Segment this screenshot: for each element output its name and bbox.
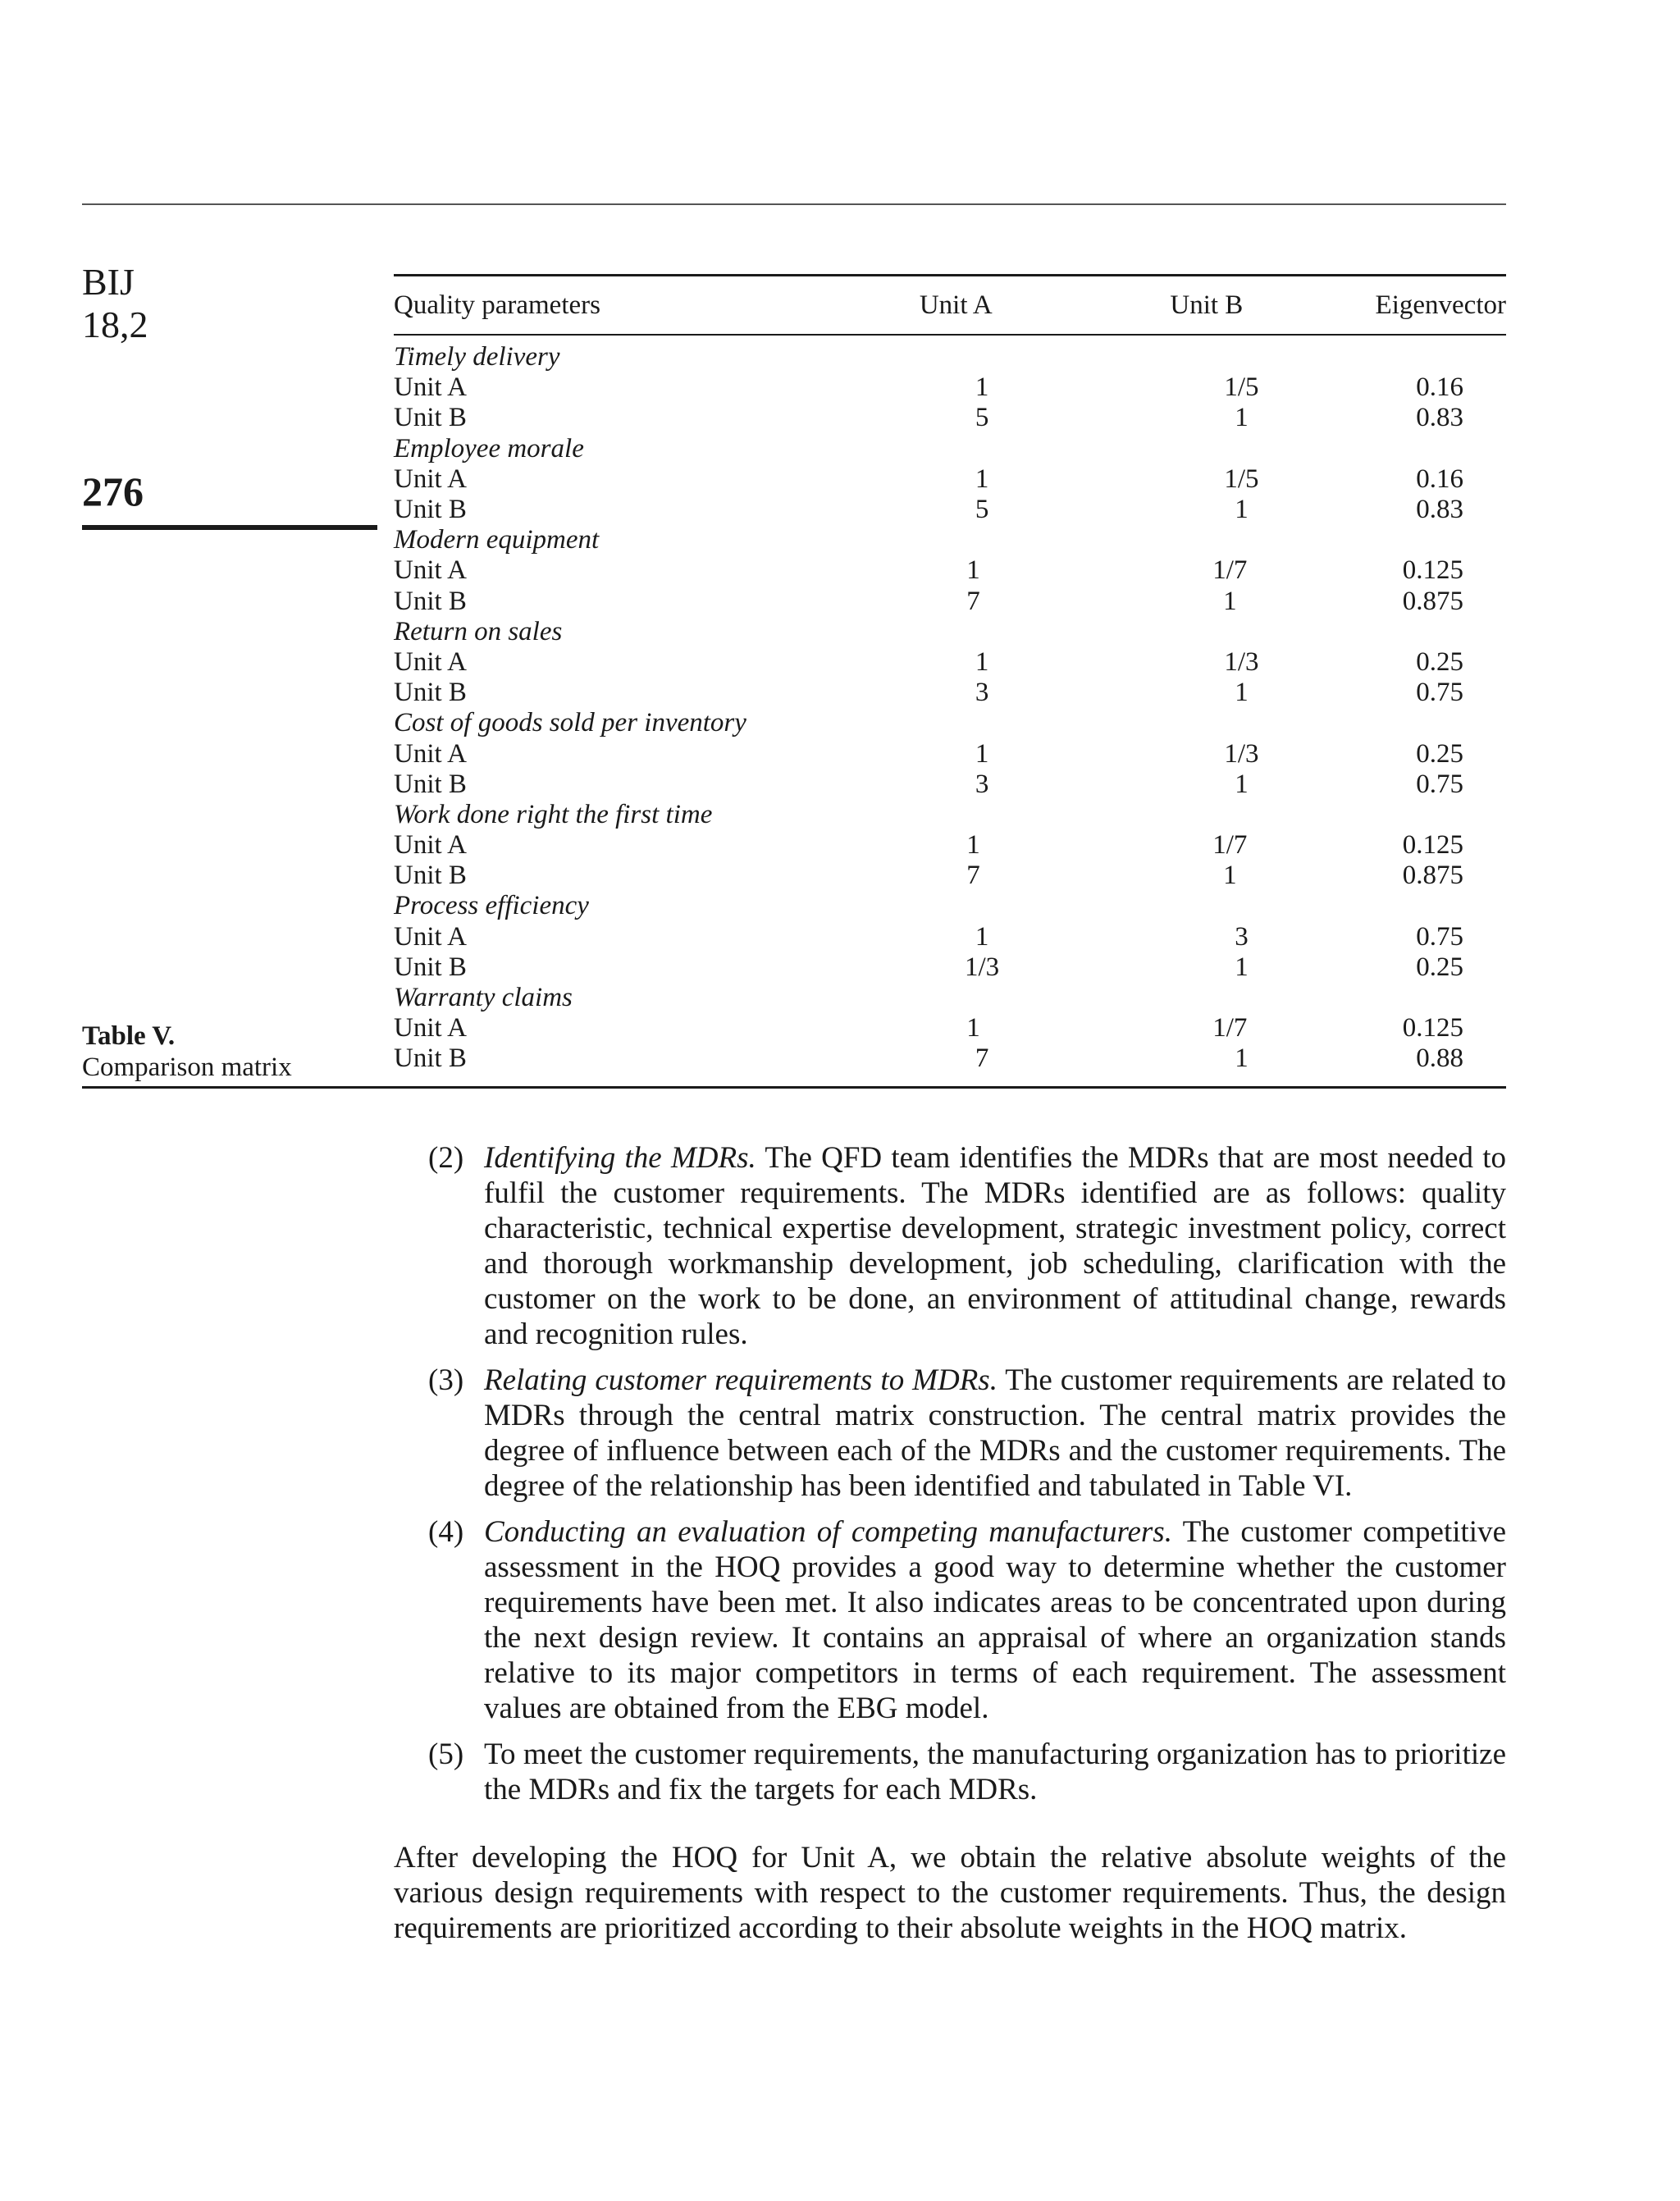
group-heading: Timely delivery [394,342,560,372]
table-cell: 1 [975,463,989,494]
table-cell: 0.16 [1416,463,1463,494]
table-row [394,1013,1506,1043]
table-cell: 0.125 [1402,1013,1463,1043]
list-item-lead: Identifying the MDRs. [484,1141,756,1175]
group-heading: Modern equipment [394,525,600,555]
table-cell: 3 [975,678,989,708]
table-cell: 7 [966,861,980,891]
table-cell: 0.83 [1416,495,1463,525]
table-cell: Unit B [394,769,467,799]
table-row [394,372,1506,403]
table-cell: 1 [1223,586,1237,616]
page-number-rule [82,525,377,530]
list-item-number: (4) [428,1515,464,1549]
table-cell: 1 [1235,678,1249,708]
body-text [394,1140,1506,1946]
journal-info [82,261,148,346]
list-item-text [484,1514,1506,1726]
group-heading: Warranty claims [394,983,573,1013]
table-cell: 1/7 [1212,830,1248,861]
table-cell: 1/3 [1224,646,1259,677]
group-heading: Employee morale [394,433,584,463]
table-cell: 0.25 [1416,646,1463,677]
table-cell: 0.16 [1416,372,1463,403]
table-cell: 1 [975,738,989,769]
list-item [394,1737,1506,1807]
group-heading: Work done right the first time [394,799,713,829]
list-item-text [484,1737,1506,1807]
table-cell: 7 [975,1043,989,1074]
group-heading: Cost of goods sold per inventory [394,708,746,738]
table-cell: Unit B [394,678,467,708]
table-cell: 1/3 [1224,738,1259,769]
table-cell: 1 [966,830,980,861]
table-cell: Unit A [394,555,467,586]
table-row [394,922,1506,952]
table-cell: 1 [1235,1043,1249,1074]
list-item-body: To meet the customer requirements, the manufacturing organization has to prioritize the MDRs and fix the targets for each MDRs. [484,1738,1506,1806]
table-row [394,952,1506,983]
table-cell: Unit B [394,1043,467,1074]
table-cell: Unit A [394,738,467,769]
table-row [394,555,1506,586]
table-cell: 1/5 [1224,372,1259,403]
table-cell: 3 [975,769,989,799]
table-cell: 1 [975,646,989,677]
group-heading: Return on sales [394,616,563,646]
table-cell: 5 [975,403,989,433]
column-header: Unit B [1170,290,1244,320]
table-row [394,647,1506,678]
numbered-list [394,1140,1506,1807]
list-item-lead: Relating customer requirements to MDRs. [484,1363,998,1397]
top-rule [82,203,1506,205]
table-cell: 0.125 [1402,555,1463,586]
table-row [394,738,1506,769]
column-header: Unit A [919,290,993,320]
list-item-lead: Conducting an evaluation of competing manufacturers. [484,1515,1172,1549]
table-cell: Unit A [394,646,467,677]
table-cell: Unit A [394,1013,467,1043]
table-cell: 0.25 [1416,738,1463,769]
table-cell: 0.25 [1416,952,1463,982]
table-cell: 1 [975,921,989,952]
table-row [394,403,1506,433]
list-item-number: (3) [428,1363,464,1397]
table-cell: 5 [975,495,989,525]
table-cell: Unit A [394,372,467,403]
list-item [394,1514,1506,1726]
table-cell: 1 [966,1013,980,1043]
list-item [394,1363,1506,1504]
table-title: Comparison matrix [82,1053,292,1082]
table-header [394,276,1506,334]
list-item-number: (5) [428,1738,464,1771]
table-cell: Unit B [394,403,467,433]
table-row [394,769,1506,800]
table-row [394,1043,1506,1074]
table-cell: Unit B [394,586,467,616]
table-bottom-rule [82,1086,1506,1089]
table-cell: 1/3 [964,952,1000,982]
table-cell: 0.83 [1416,403,1463,433]
table-cell: 1/7 [1212,555,1248,586]
table-cell: Unit A [394,921,467,952]
table-cell: Unit A [394,830,467,861]
journal-volume: 18,2 [82,304,148,345]
list-item-body: The customer competitive assessment in the HOQ provides a good way to determine whether the customer requirements have been met. It also indicates areas to be concentrated upon during the next design review. It contains an appraisal of where an organization stands relative to its major competitors in terms of each requirement. The assessment values are obtained from the EBG model. [484,1515,1506,1725]
table-row [394,495,1506,525]
table-row [394,861,1506,891]
page-number: 276 [82,468,144,514]
table-cell: 1/7 [1212,1013,1248,1043]
table-row [394,830,1506,861]
table-row [394,678,1506,708]
table-cell: Unit B [394,861,467,891]
list-item-text [484,1363,1506,1504]
table-row [394,464,1506,495]
journal-name: BIJ [82,261,135,303]
table-cell: 1 [1235,403,1249,433]
table-cell: 1 [1235,769,1249,799]
table-row [394,587,1506,617]
table-body [394,336,1506,1075]
table-cell: 0.75 [1416,921,1463,952]
list-item-body: The customer requirements are related to MDRs through the central matrix construction. The central matrix provides the degree of influence between each of the MDRs and the customer requirements. The degree of the relationship has been identified and tabulated in Table VI. [484,1363,1506,1503]
table-cell: 1 [1223,861,1237,891]
table-cell: 1 [1235,952,1249,982]
table-cell: Unit B [394,952,467,982]
column-header: Eigenvector [1375,290,1506,320]
list-item-text [484,1140,1506,1352]
table-cell: 3 [1235,921,1249,952]
table-cell: Unit B [394,495,467,525]
group-heading: Process efficiency [394,891,589,921]
table-cell: 0.75 [1416,769,1463,799]
table-caption [82,1021,292,1083]
table-cell: 1 [1235,495,1249,525]
table-number: Table V. [82,1021,176,1051]
table-cell: 7 [966,586,980,616]
list-item-body: The QFD team identifies the MDRs that are most needed to fulfil the customer requirements. The MDRs identified are as follows: quality characteristic, technical expertise development, strategic investment policy, correct and thorough workmanship development, job scheduling, clarification with the customer on the work to be done, an environment of attitudinal change, rewards and recognition rules. [484,1141,1507,1351]
comparison-table [394,274,1506,1089]
table-cell: 0.875 [1402,586,1463,616]
table-cell: 0.875 [1402,861,1463,891]
table-cell: 1 [966,555,980,586]
table-cell: 0.88 [1416,1043,1463,1074]
list-item [394,1140,1506,1352]
column-header: Quality parameters [394,290,600,320]
table-cell: 0.75 [1416,678,1463,708]
table-cell: 0.125 [1402,830,1463,861]
list-item-number: (2) [428,1141,464,1175]
table-cell: Unit A [394,463,467,494]
body-paragraph: After developing the HOQ for Unit A, we obtain the relative absolute weights of the various design requirements with respect to the customer requirements. Thus, the design requirements are prioritized according to their absolute weights in the HOQ matrix. [394,1841,1506,1945]
table-cell: 1 [975,372,989,403]
table-cell: 1/5 [1224,463,1259,494]
